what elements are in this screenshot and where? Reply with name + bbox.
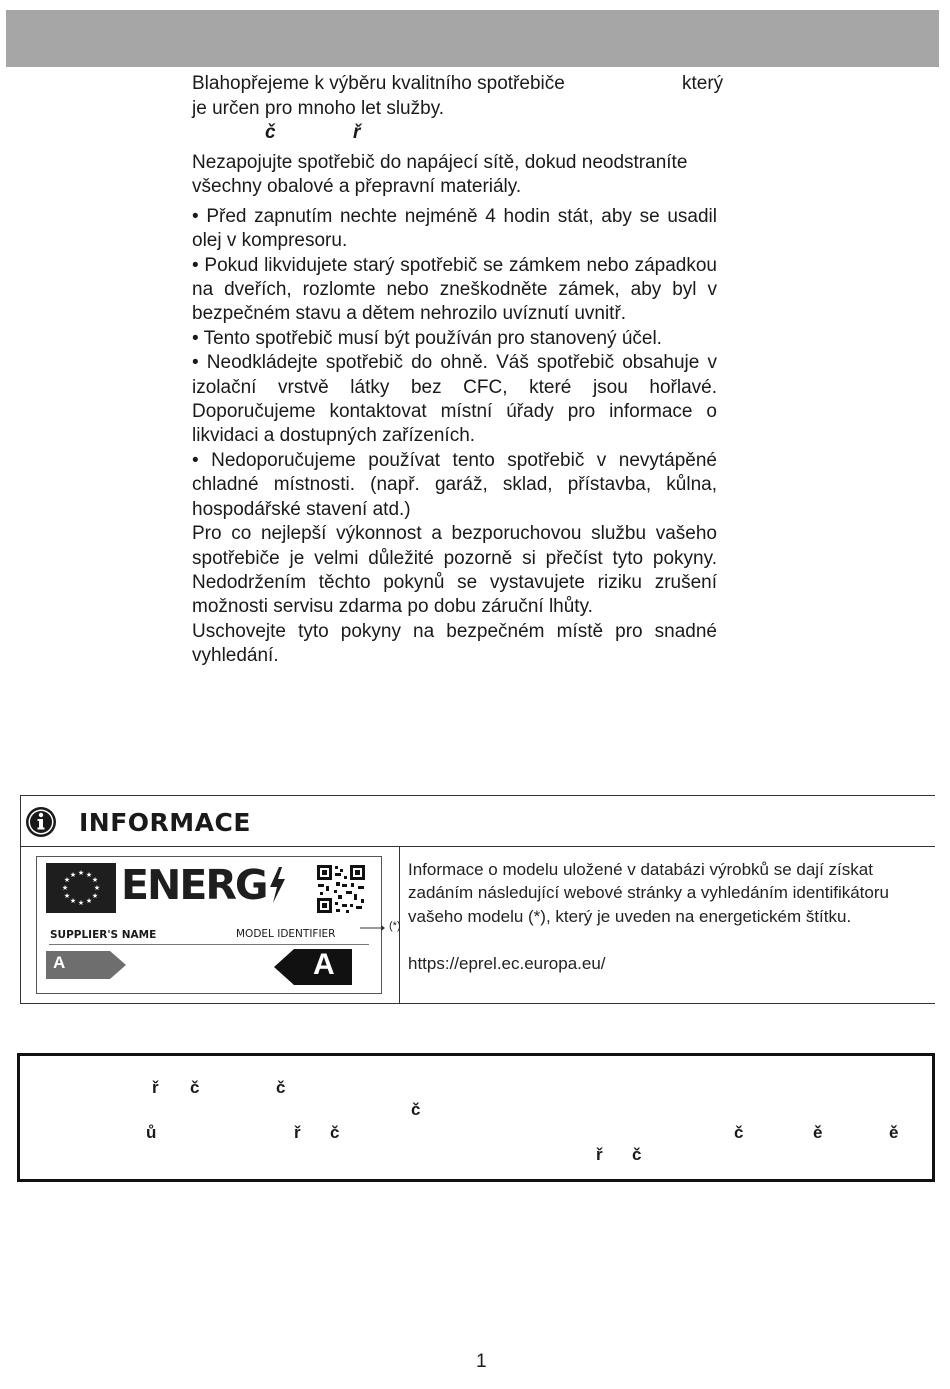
info-header [21, 796, 935, 847]
info-icon [25, 806, 57, 838]
info-title: INFORMACE [79, 808, 251, 837]
energy-label-column [21, 847, 400, 1003]
page-number: 1 [476, 1351, 487, 1372]
warning-bullet: • Neodkládejte spotřebič do ohně. Váš spotřebič obsahuje v izolační vrstvě látky bez CFC, které jsou hořlavé. Doporučujeme kontaktovat místní úřady pro informace o likvidaci a dostupných zařízeních. [192, 352, 717, 447]
eprel-link[interactable]: https://eprel.ec.europa.eu/ [408, 953, 606, 973]
notice-box [17, 1053, 935, 1182]
warning-paragraph-3: Uschovejte tyto pokyny na bezpečném místě pro snadné vyhledání. [192, 620, 717, 667]
heading-fragment: č [265, 122, 276, 143]
svg-text:★: ★ [77, 899, 85, 907]
star-mark: (*) [389, 920, 401, 932]
notice-fragment: č [330, 1123, 340, 1142]
lightning-icon [267, 865, 287, 905]
notice-fragment: ř [596, 1145, 603, 1164]
notice-fragment: ě [889, 1123, 899, 1142]
warning-bullet: • Před zapnutím nechte nejméně 4 hodin stát, aby se usadil olej v kompresoru. [192, 205, 717, 252]
svg-text:★: ★ [93, 884, 101, 892]
model-identifier: MODEL IDENTIFIER [236, 928, 336, 940]
intro-text-1: Blahopřejeme k výběru kvalitního spotřebiče [192, 73, 565, 94]
svg-text:★: ★ [91, 876, 99, 884]
svg-text:★: ★ [63, 892, 71, 900]
energy-label [36, 856, 382, 994]
notice-fragment: č [276, 1078, 286, 1097]
notice-fragment: ů [146, 1123, 157, 1142]
connector-arrow [360, 924, 385, 932]
svg-text:★: ★ [63, 876, 71, 884]
warning-paragraph-1: Nezapojujte spotřebič do napájecí sítě, dokud neodstraníte všechny obalové a přepravní materiály. [192, 152, 688, 198]
svg-text:★: ★ [69, 897, 77, 905]
info-text [408, 858, 928, 975]
header-bar [6, 10, 939, 67]
energy-word [121, 861, 287, 909]
intro [192, 72, 732, 149]
class-right-text: A [313, 948, 335, 981]
class-left-text: A [53, 953, 66, 972]
notice-fragment: ř [152, 1078, 159, 1097]
warning-paragraph-2: Pro co nejlepší výkonnost a bezporuchovou službu vašeho spotřebiče je velmi důležité pozorně si přečíst tyto pokyny. Nedodržením těchto pokynů se vystavujete riziku zrušení možnosti servisu zdarma po dobu záruční lhůty. [192, 523, 717, 618]
svg-text:★: ★ [91, 892, 99, 900]
notice-fragment: č [632, 1145, 642, 1164]
energy-word-text: ENERG [121, 861, 267, 909]
intro-text-1-end: který [682, 73, 724, 94]
notice-fragment: ř [294, 1123, 301, 1142]
qr-code-icon [316, 864, 366, 914]
info-description: Informace o modelu uložené v databázi výrobků se dají získat zadáním následující webové stránky a vyhledáním identifikátoru vašeho modelu (*), který je uveden na energetickém štítku. [408, 860, 889, 926]
svg-text:★: ★ [69, 871, 77, 879]
warning-bullet: • Pokud likvidujete starý spotřebič se zámkem nebo západkou na dveřích, rozlomte nebo zneškodněte zámek, aby byl v bezpečném stavu a dětem nehrozilo uvíznutí uvnitř. [192, 254, 717, 325]
notice-fragment: č [734, 1123, 744, 1142]
svg-text:★: ★ [61, 884, 69, 892]
warnings-text [192, 152, 717, 669]
intro-line-2: je určen pro mnoho let služby. [192, 97, 445, 119]
notice-fragment: ě [813, 1123, 823, 1142]
svg-text:★: ★ [77, 869, 85, 877]
info-box [20, 795, 935, 1004]
heading-fragment: ř [353, 122, 361, 143]
svg-text:★: ★ [85, 871, 93, 879]
supplier-name: SUPPLIER'S NAME [50, 929, 157, 941]
intro-line-1 [192, 72, 732, 97]
label-divider [49, 944, 369, 945]
notice-fragment: č [190, 1078, 200, 1097]
svg-text:★: ★ [85, 897, 93, 905]
safety-heading [192, 121, 732, 149]
warning-bullet: • Nedoporučujeme používat tento spotřebič v nevytápěné chladné místnosti. (např. garáž, sklad, přístavba, kůlna, hospodářské stavení atd.) [192, 449, 717, 520]
warning-bullet: • Tento spotřebič musí být používán pro stanovený účel. [192, 327, 662, 349]
eu-flag-icon [46, 863, 116, 913]
notice-fragment: č [411, 1100, 421, 1119]
